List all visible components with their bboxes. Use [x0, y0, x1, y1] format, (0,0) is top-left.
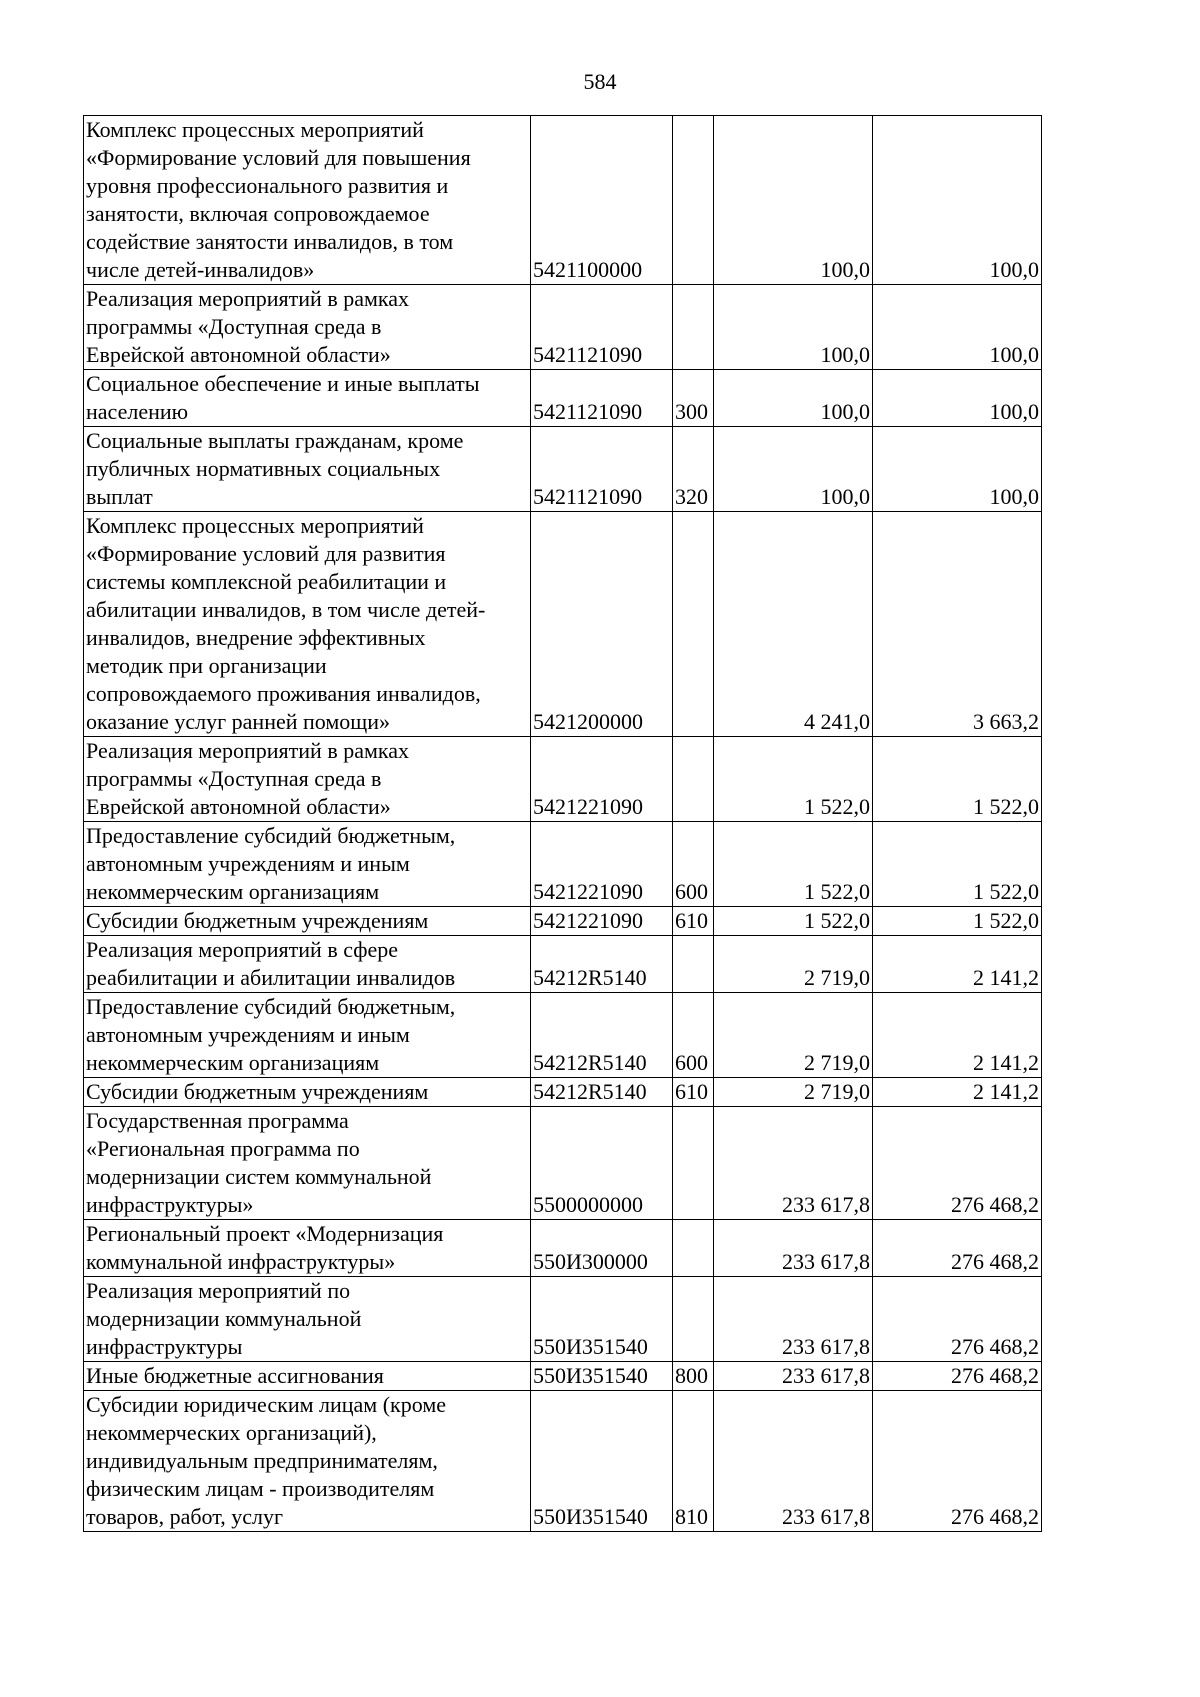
row-amount-1: 2 719,0: [714, 993, 873, 1078]
table-row: [84, 1078, 1042, 1107]
row-name: Реализация мероприятий по модернизации коммунальной инфраструктуры: [84, 1277, 531, 1362]
row-expense-type: [673, 1220, 714, 1277]
row-expense-type: 300: [673, 370, 714, 427]
row-amount-1: 100,0: [714, 427, 873, 512]
row-name: Региональный проект «Модернизация коммунальной инфраструктуры»: [84, 1220, 531, 1277]
row-amount-1: 1 522,0: [714, 907, 873, 936]
table-row: [84, 1107, 1042, 1220]
row-amount-2: 1 522,0: [873, 907, 1042, 936]
row-amount-2: 276 468,2: [873, 1277, 1042, 1362]
row-target-code: 5421221090: [531, 907, 673, 936]
budget-table: [83, 115, 1042, 1532]
row-name: Социальное обеспечение и иные выплаты населению: [84, 370, 531, 427]
row-target-code: 550И351540: [531, 1391, 673, 1532]
row-name: Комплекс процессных мероприятий «Формирование условий для повышения уровня профессионального развития и занятости, включая сопровождаемое содействие занятости инвалидов, в том числе детей-инвалидов»: [84, 116, 531, 285]
table-row: [84, 512, 1042, 737]
row-target-code: 550И300000: [531, 1220, 673, 1277]
row-target-code: 54212R5140: [531, 936, 673, 993]
row-name: Предоставление субсидий бюджетным, автономным учреждениям и иным некоммерческим организациям: [84, 993, 531, 1078]
row-amount-2: 1 522,0: [873, 737, 1042, 822]
row-amount-2: 100,0: [873, 116, 1042, 285]
row-target-code: 5421100000: [531, 116, 673, 285]
row-amount-2: 276 468,2: [873, 1220, 1042, 1277]
row-amount-1: 2 719,0: [714, 936, 873, 993]
row-amount-1: 100,0: [714, 116, 873, 285]
row-expense-type: 800: [673, 1362, 714, 1391]
row-amount-2: 100,0: [873, 285, 1042, 370]
row-amount-2: 100,0: [873, 370, 1042, 427]
table-row: [84, 370, 1042, 427]
row-target-code: 5421121090: [531, 370, 673, 427]
row-name: Комплекс процессных мероприятий «Формирование условий для развития системы комплексной реабилитации и абилитации инвалидов, в том числе детей- инвалидов, внедрение эффективных методик при организации сопровождаемого проживания инвалидов, оказание услуг ранней помощи»: [84, 512, 531, 737]
page-number: 584: [583, 69, 617, 94]
row-amount-2: 2 141,2: [873, 1078, 1042, 1107]
table-row: [84, 1391, 1042, 1532]
row-expense-type: 610: [673, 1078, 714, 1107]
row-name: Субсидии бюджетным учреждениям: [84, 1078, 531, 1107]
table-row: [84, 907, 1042, 936]
row-amount-1: 1 522,0: [714, 737, 873, 822]
row-amount-2: 100,0: [873, 427, 1042, 512]
row-name: Предоставление субсидий бюджетным, автономным учреждениям и иным некоммерческим организациям: [84, 822, 531, 907]
row-name: Субсидии юридическим лицам (кроме некоммерческих организаций), индивидуальным предпринимателям, физическим лицам - производителям товаров, работ, услуг: [84, 1391, 531, 1532]
row-expense-type: 600: [673, 822, 714, 907]
row-target-code: 5421221090: [531, 822, 673, 907]
row-amount-2: 276 468,2: [873, 1391, 1042, 1532]
row-amount-2: 276 468,2: [873, 1107, 1042, 1220]
row-amount-1: 1 522,0: [714, 822, 873, 907]
table-row: [84, 993, 1042, 1078]
table-row: [84, 1362, 1042, 1391]
row-target-code: 5500000000: [531, 1107, 673, 1220]
row-amount-2: 2 141,2: [873, 993, 1042, 1078]
table-row: [84, 285, 1042, 370]
row-expense-type: 320: [673, 427, 714, 512]
table-row: [84, 737, 1042, 822]
row-target-code: 5421221090: [531, 737, 673, 822]
row-expense-type: [673, 737, 714, 822]
row-name: Реализация мероприятий в рамках программы «Доступная среда в Еврейской автономной области»: [84, 737, 531, 822]
row-target-code: 5421200000: [531, 512, 673, 737]
row-amount-1: 233 617,8: [714, 1220, 873, 1277]
row-expense-type: 600: [673, 993, 714, 1078]
row-name: Реализация мероприятий в сфере реабилитации и абилитации инвалидов: [84, 936, 531, 993]
table-row: [84, 936, 1042, 993]
table-row: [84, 116, 1042, 285]
row-amount-1: 100,0: [714, 370, 873, 427]
table-row: [84, 1220, 1042, 1277]
row-expense-type: [673, 1277, 714, 1362]
row-amount-2: 3 663,2: [873, 512, 1042, 737]
row-expense-type: [673, 1107, 714, 1220]
table-row: [84, 822, 1042, 907]
row-expense-type: [673, 512, 714, 737]
row-amount-1: 100,0: [714, 285, 873, 370]
row-amount-1: 233 617,8: [714, 1391, 873, 1532]
row-target-code: 5421121090: [531, 427, 673, 512]
row-target-code: 550И351540: [531, 1362, 673, 1391]
row-expense-type: 610: [673, 907, 714, 936]
row-name: Иные бюджетные ассигнования: [84, 1362, 531, 1391]
row-expense-type: 810: [673, 1391, 714, 1532]
row-expense-type: [673, 936, 714, 993]
row-amount-1: 233 617,8: [714, 1107, 873, 1220]
row-amount-1: 2 719,0: [714, 1078, 873, 1107]
table-row: [84, 427, 1042, 512]
row-target-code: 54212R5140: [531, 1078, 673, 1107]
row-name: Социальные выплаты гражданам, кроме публичных нормативных социальных выплат: [84, 427, 531, 512]
row-name: Реализация мероприятий в рамках программы «Доступная среда в Еврейской автономной области»: [84, 285, 531, 370]
row-amount-1: 4 241,0: [714, 512, 873, 737]
row-amount-2: 276 468,2: [873, 1362, 1042, 1391]
row-amount-1: 233 617,8: [714, 1362, 873, 1391]
row-target-code: 5421121090: [531, 285, 673, 370]
row-target-code: 550И351540: [531, 1277, 673, 1362]
row-amount-1: 233 617,8: [714, 1277, 873, 1362]
row-target-code: 54212R5140: [531, 993, 673, 1078]
row-expense-type: [673, 116, 714, 285]
table-row: [84, 1277, 1042, 1362]
row-name: Государственная программа «Региональная программа по модернизации систем коммунальной инфраструктуры»: [84, 1107, 531, 1220]
row-amount-2: 1 522,0: [873, 822, 1042, 907]
row-expense-type: [673, 285, 714, 370]
row-amount-2: 2 141,2: [873, 936, 1042, 993]
row-name: Субсидии бюджетным учреждениям: [84, 907, 531, 936]
